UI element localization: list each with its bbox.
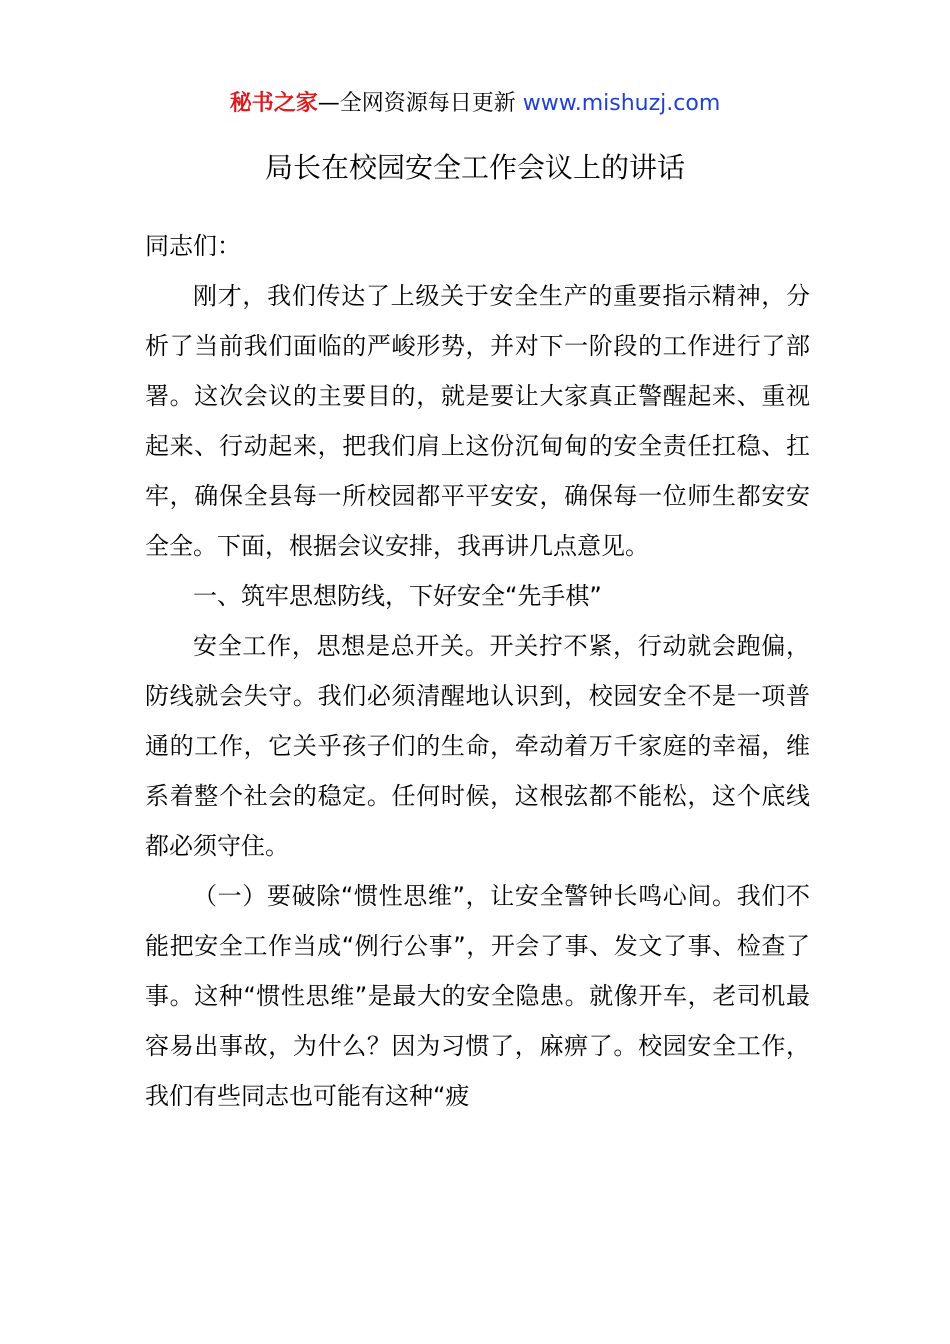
paragraph: 安全工作，思想是总开关。开关拧不紧，行动就会跑偏，防线就会失守。我们必须清醒地认识到，校园安全不是一项普通的工作，它关乎孩子们的生命，牵动着万千家庭的幸福，维系着整个社会的稳定。任何时候，这根弦都不能松，这个底线都必须守住。 bbox=[145, 632, 810, 860]
document-body bbox=[145, 221, 810, 1121]
site-header bbox=[0, 86, 950, 122]
document-title: 局长在校园安全工作会议上的讲话 bbox=[264, 151, 685, 184]
paragraph: 刚才，我们传达了上级关于安全生产的重要指示精神，分析了当前我们面临的严峻形势，并对下一阶段的工作进行了部署。这次会议的主要目的，就是要让大家真正警醒起来、重视起来、行动起来，把我们肩上这份沉甸甸的安全责任扛稳、扛牢，确保全县每一所校园都平平安安，确保每一位师生都安安全全。下面，根据会议安排，我再讲几点意见。 bbox=[145, 282, 810, 560]
header-tagline: —全网资源每日更新 bbox=[317, 91, 523, 116]
section-heading: 一、筑牢思想防线，下好安全“先手棋” bbox=[193, 582, 602, 610]
site-url-link[interactable]: www.mishuzj.com bbox=[522, 91, 721, 116]
brand-name: 秘书之家 bbox=[229, 91, 318, 116]
paragraph: （一）要破除“惯性思维”，让安全警钟长鸣心间。我们不能把安全工作当成“例行公事”，开会了事、发文了事、检查了事。这种“惯性思维”是最大的安全隐患。就像开车，老司机最容易出事故，为什么？因为习惯了，麻痹了。校园安全工作，我们有些同志也可能有这种“疲 bbox=[145, 882, 810, 1110]
salutation: 同志们： bbox=[145, 232, 241, 260]
